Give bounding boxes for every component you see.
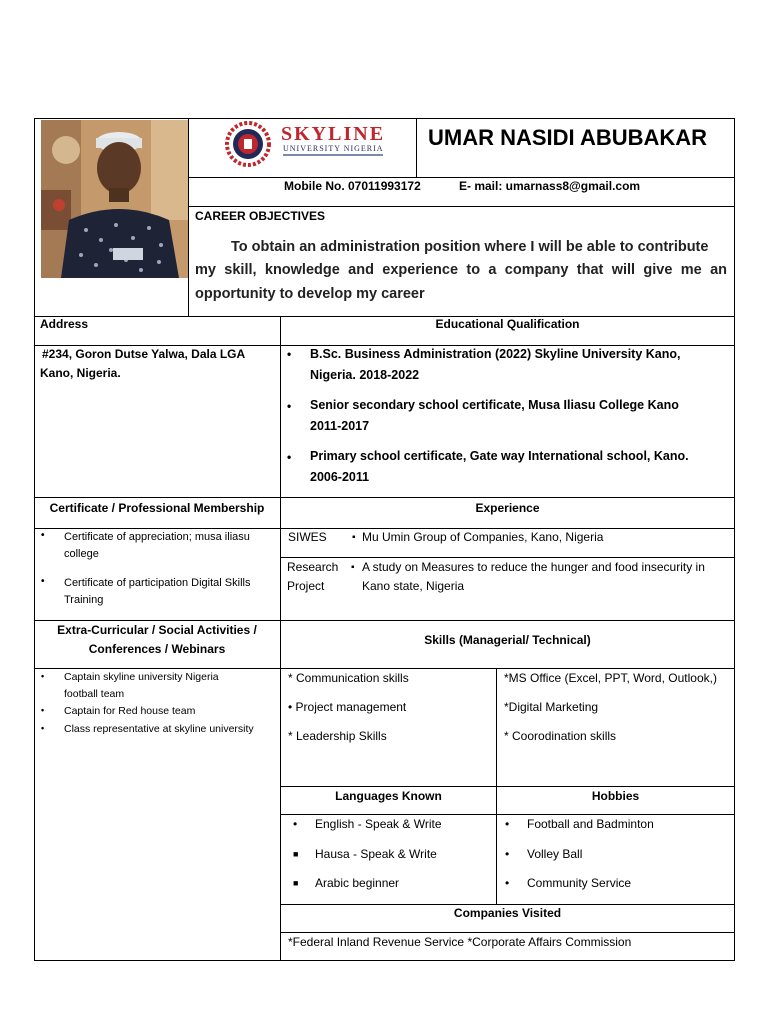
certificates-heading: Certificate / Professional Membership: [49, 501, 265, 515]
candidate-name: UMAR NASIDI ABUBAKAR: [428, 125, 708, 150]
skill-item: * Leadership Skills: [288, 729, 387, 743]
career-objective-line: opportunity to develop my career: [195, 286, 425, 302]
hobby-item: Volley Ball: [527, 847, 583, 861]
language-item: Arabic beginner: [315, 876, 400, 890]
experience-heading: Experience: [475, 501, 540, 515]
certificate-item: Certificate of appreciation; musa iliasu: [64, 531, 250, 543]
bullet-icon: •: [505, 847, 510, 861]
certificate-item: Training: [64, 594, 104, 606]
skill-item: * Coorodination skills: [504, 729, 617, 743]
skill-item: * Communication skills: [288, 671, 409, 685]
experience-item: Kano state, Nigeria: [362, 579, 465, 593]
address-line: #234, Goron Dutse Yalwa, Dala LGA: [42, 347, 246, 361]
extra-item: Captain for Red house team: [64, 705, 196, 717]
table-border-right: [734, 118, 735, 961]
skills-heading: Skills (Managerial/ Technical): [424, 633, 591, 647]
hobbies-heading: Hobbies: [591, 789, 640, 803]
career-objective-line: my skill, knowledge and experience to a company that will give me an: [195, 262, 727, 278]
bullet-icon: •: [41, 530, 45, 541]
extra-item: football team: [64, 688, 125, 700]
languages-heading: Languages Known: [335, 789, 442, 803]
bullet-icon: ▪: [351, 562, 355, 573]
companies-heading: Companies Visited: [453, 906, 562, 920]
education-item: 2011-2017: [310, 419, 370, 433]
extra-item: Class representative at skyline university: [64, 723, 254, 735]
bullet-icon: •: [505, 817, 510, 831]
divider: [416, 118, 417, 177]
education-item: 2006-2011: [310, 470, 370, 484]
language-item: Hausa - Speak & Write: [315, 847, 437, 861]
university-logo: [222, 121, 274, 167]
hobby-item: Community Service: [527, 876, 632, 890]
mobile-number: Mobile No. 07011993172: [284, 179, 421, 193]
education-item: Primary school certificate, Gate way International school, Kano.: [310, 449, 689, 463]
education-heading: Educational Qualification: [435, 317, 580, 331]
bullet-icon: ■: [293, 878, 299, 888]
experience-label: SIWES: [288, 530, 327, 544]
education-item: Senior secondary school certificate, Musa Iliasu College Kano: [310, 398, 679, 412]
bullet-icon: •: [287, 347, 292, 361]
certificate-item: Certificate of participation Digital Skills: [64, 577, 251, 589]
email-address: E- mail: umarnass8@gmail.com: [459, 179, 641, 193]
bullet-icon: •: [41, 671, 45, 681]
logo-main-text: SKYLINE: [281, 123, 386, 145]
divider: [188, 118, 189, 316]
bullet-icon: •: [287, 450, 292, 464]
profile-photo: [41, 120, 188, 278]
table-border-top: [34, 118, 735, 119]
experience-label: Research: [287, 560, 339, 574]
experience-label: Project: [287, 579, 325, 593]
bullet-icon: •: [287, 399, 292, 413]
bullet-icon: ■: [293, 849, 299, 859]
divider: [34, 497, 735, 498]
skill-item: *Digital Marketing: [504, 700, 599, 714]
companies-value: *Federal Inland Revenue Service *Corporate Affairs Commission: [288, 935, 632, 949]
experience-item: Mu Umin Group of Companies, Kano, Nigeria: [362, 530, 604, 544]
skill-item: • Project management: [288, 700, 407, 714]
extra-curricular-heading: Extra-Curricular / Social Activities /: [57, 623, 257, 637]
bullet-icon: •: [41, 723, 45, 733]
bullet-icon: •: [41, 705, 45, 715]
education-item: B.Sc. Business Administration (2022) Skyline University Kano,: [310, 347, 681, 361]
experience-item: A study on Measures to reduce the hunger and food insecurity in: [362, 560, 705, 574]
language-item: English - Speak & Write: [315, 817, 442, 831]
skill-item: *MS Office (Excel, PPT, Word, Outlook,): [504, 671, 717, 685]
certificate-item: college: [64, 548, 99, 560]
logo-tagline: [283, 154, 383, 156]
bullet-icon: •: [505, 876, 510, 890]
extra-item: Captain skyline university Nigeria: [64, 671, 219, 683]
education-item: Nigeria. 2018-2022: [310, 368, 420, 382]
extra-curricular-heading: Conferences / Webinars: [88, 642, 226, 656]
bullet-icon: ▪: [352, 532, 356, 543]
table-border-left: [34, 118, 35, 961]
hobby-item: Football and Badminton: [527, 817, 654, 831]
address-line: Kano, Nigeria.: [40, 366, 121, 380]
table-border-bottom: [34, 960, 735, 961]
career-objectives-heading: CAREER OBJECTIVES: [195, 209, 326, 223]
bullet-icon: •: [293, 817, 298, 831]
address-heading: Address: [40, 317, 89, 331]
career-objective-line: To obtain an administration position where I will be able to contribute: [231, 239, 709, 255]
bullet-icon: •: [41, 576, 45, 587]
logo-sub-text: UNIVERSITY NIGERIA: [283, 144, 384, 153]
